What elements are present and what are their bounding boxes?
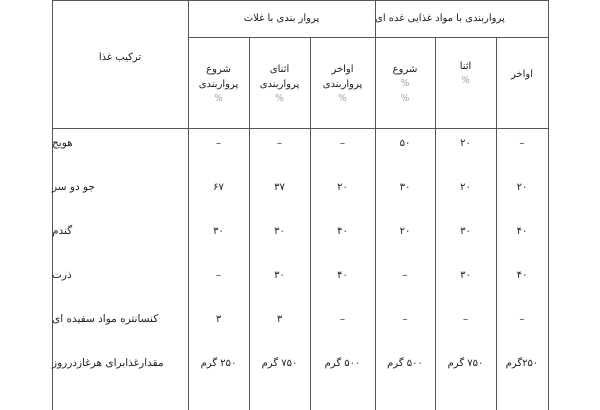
- table-cell: ۲۵۰گرم: [505, 357, 539, 369]
- column-header: [435, 44, 496, 104]
- group-header-tubers: پرواربندی با مواد غذایی غده ای: [375, 13, 505, 24]
- column-header-line1: شروع: [392, 63, 418, 75]
- table-cell: ۳۰: [274, 269, 285, 281]
- column-header-line1: اثنا: [459, 61, 472, 72]
- table-cell: –: [340, 137, 345, 149]
- table-cell: ۷۵۰ گرم: [261, 357, 298, 369]
- row-label: ذرت: [52, 268, 72, 281]
- column-header-line1: شروع: [206, 63, 231, 75]
- table-cell: ۳۰: [274, 225, 285, 237]
- table-cell: –: [463, 313, 468, 325]
- group-header-divider: [188, 37, 549, 38]
- table-cell: ۴۰: [337, 269, 348, 281]
- column-header-line2: پرواربندی: [259, 78, 300, 90]
- percent-label: %: [461, 76, 470, 86]
- row-label: کنسانتره مواد سفیده ای: [52, 312, 159, 325]
- column-header: [188, 44, 249, 124]
- table-cell: ۲۰: [516, 181, 528, 193]
- row-label: هویج: [52, 136, 73, 149]
- column-header: [496, 44, 548, 104]
- column-header-line1: اواخر: [331, 63, 354, 75]
- column-header: [375, 44, 435, 124]
- table-cell: ۲۰: [337, 181, 348, 193]
- row-label: گندم: [52, 224, 73, 237]
- table-cell: ۶۷: [213, 181, 224, 193]
- table-cell: ۳۰: [460, 225, 471, 237]
- table-cell: ۳۰: [399, 181, 411, 193]
- column-header: [249, 44, 310, 124]
- table-cell: –: [216, 269, 221, 281]
- table-cell: –: [340, 313, 345, 325]
- table-cell: –: [402, 269, 408, 281]
- table-cell: –: [519, 313, 525, 325]
- table-cell: ۵۰۰ گرم: [324, 357, 361, 369]
- table-cell: ۲۰: [460, 181, 471, 193]
- corner-header: ترکیب غذا: [98, 52, 142, 63]
- table-cell: ۵۰: [399, 137, 411, 149]
- table-cell: ۳: [215, 313, 222, 325]
- column-header: [310, 44, 375, 124]
- group-header-grains: پروار بندی با غلات: [243, 13, 320, 24]
- percent-label: %: [400, 78, 410, 89]
- column-header-line2: پرواربندی: [322, 78, 363, 90]
- feeding-table: [52, 0, 549, 410]
- table-cell: ۴۰: [516, 225, 528, 237]
- table-cell: –: [277, 137, 282, 149]
- column-header-line1: اثنای: [269, 63, 290, 75]
- column-header-line2: پرواربندی: [198, 78, 239, 90]
- table-cell: ۴۰: [337, 225, 348, 237]
- table-cell: ۴۰: [516, 269, 528, 281]
- table-cell: ۵۰۰ گرم: [387, 357, 423, 369]
- table-border-right: [548, 0, 549, 410]
- percent-label: %: [214, 93, 223, 104]
- table-cell: ۲۵۰ گرم: [200, 357, 237, 369]
- percent-label: %: [400, 93, 410, 104]
- table-cell: ۳۰: [460, 269, 471, 281]
- table-cell: –: [402, 313, 408, 325]
- row-label: جو دو سر: [52, 180, 95, 193]
- table-cell: ۲۰: [460, 137, 471, 149]
- table-cell: ۷۵۰ گرم: [447, 357, 484, 369]
- table-cell: –: [216, 137, 221, 149]
- percent-label: %: [275, 93, 284, 104]
- table-cell: ۲۰: [399, 225, 411, 237]
- table-cell: ۳: [276, 313, 283, 325]
- column-header-line1: اواخر: [510, 68, 534, 80]
- table-cell: –: [519, 137, 525, 149]
- table-cell: ۳۷: [274, 181, 285, 193]
- row-label: مقدارغذابرای هرغازدرروز: [52, 356, 164, 369]
- percent-label: %: [338, 93, 347, 104]
- table-cell: ۳۰: [213, 225, 224, 237]
